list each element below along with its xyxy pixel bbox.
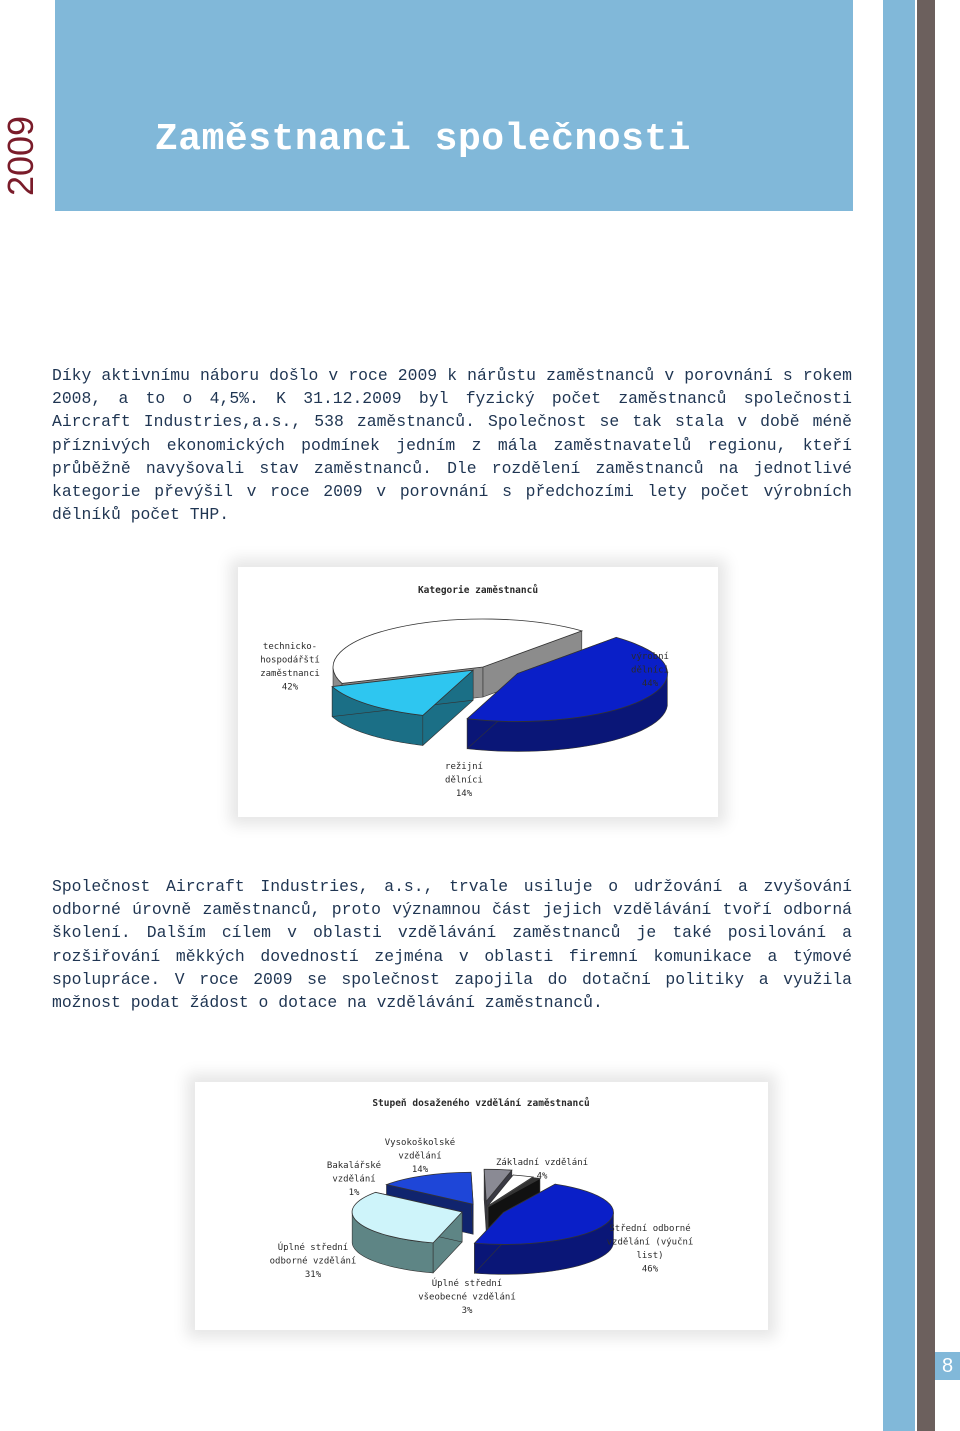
chart-education-level [195, 1082, 768, 1330]
slice-label-rezijni-delnici: režijní dělníci 14% [445, 762, 483, 799]
chart-employee-categories [238, 567, 718, 817]
slice-label-zakladni-vzdelani: Základní vzdělání 4% [495, 1158, 589, 1182]
slice-label-bakalarske-vzdelani: Bakalářské vzdělání 1% [326, 1161, 382, 1198]
page-number: 8 [935, 1352, 960, 1380]
slice-label-vysokoskolske-vzdelani: Vysokoškolské vzdělání 14% [384, 1138, 456, 1175]
slice-label-technicko-hospodarsti-zamestnanci: technicko-hospodářští zaměstnanci 42% [260, 642, 320, 693]
slice-label-uplne-stredni-odborne-vzdelani: Úplné střední odborné vzdělání 31% [269, 1243, 357, 1280]
year-label: 2009 [0, 115, 41, 197]
header-band [55, 0, 853, 211]
side-stripe-gray [917, 0, 935, 1431]
slice-label-vyrobni-delnici: výrobní dělníci 44% [631, 652, 669, 689]
page-title: Zaměstnanci společnosti [155, 118, 691, 161]
paragraph-training: Společnost Aircraft Industries, a.s., trvale usiluje o udržování a zvyšování odborné úrovně zaměstnanců, proto významnou část jejich vzdělávání tvoří odborná školení. Dalším cílem v oblasti vzdělávání zaměstnanců je také posilování a rozšiřování měkkých dovedností zejména v oblasti firemní komunikace a týmové spolupráce. V roce 2009 se společnost zapojila do dotační politiky a využila možnost podat žádost o dotace na vzdělávání zaměstnanců. [52, 877, 852, 1013]
chart-title: Kategorie zaměstnanců [417, 585, 539, 596]
slice-label-uplne-stredni-vseobecne-vzdelani: Úplné střední všeobecné vzdělání 3% [418, 1279, 516, 1316]
paragraph-hiring: Díky aktivnímu náboru došlo v roce 2009 k nárůstu zaměstnanců v porovnání s rokem 2008, a to o 4,5%. K 31.12.2009 byl fyzický počet zaměstnanců společnosti Aircraft Industries,a.s., 538 zaměstnanců. Společnost se tak stala v době méně příznivých ekonomických podmínek jedním z mála zaměstnavatelů regionu, kteří průběžně navyšovali stav zaměstnanců. Dle rozdělení zaměstnanců na jednotlivé kategorie převýšil v roce 2009 v porovnání s předchozími lety počet výrobních dělníků počet THP. [52, 366, 852, 525]
slice-label-stredni-odborne-vzdelani-vyucni-list: Střední odborné vzdělání (výuční list) 46% [606, 1224, 694, 1275]
side-stripe-blue [883, 0, 915, 1431]
chart-education-level-svg [195, 1082, 768, 1330]
chart-employee-categories-svg [238, 567, 718, 817]
chart-title: Stupeň dosaženého vzdělání zaměstnanců [372, 1098, 590, 1109]
